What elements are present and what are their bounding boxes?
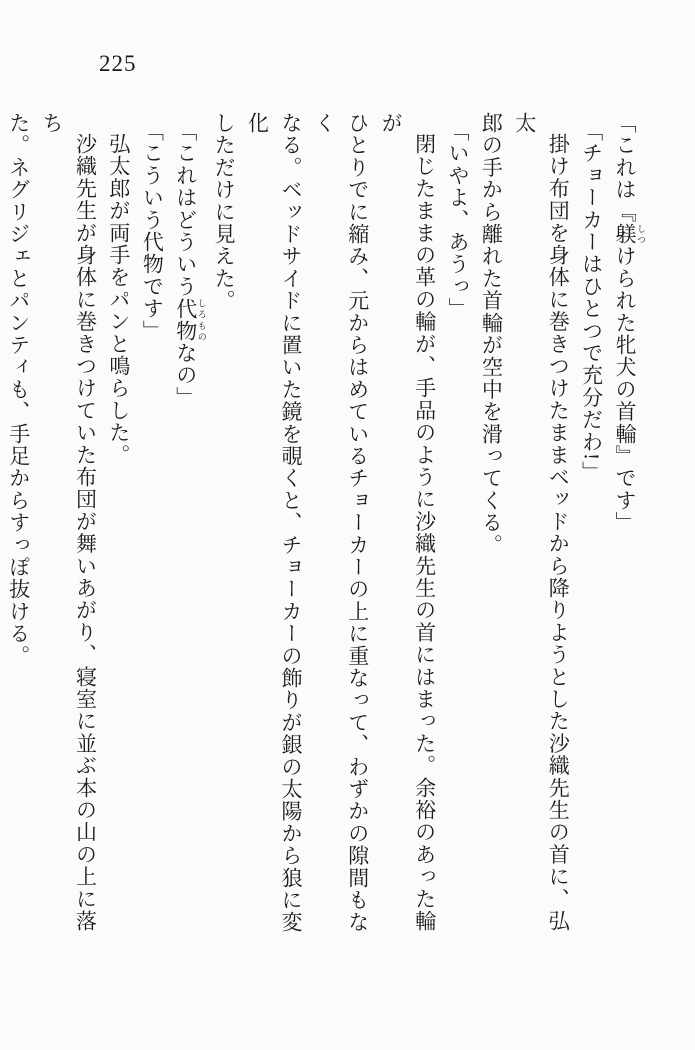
text-line: [0, 112, 1, 954]
text-line: 「こういう代物です」: [140, 120, 165, 342]
text-line: 「チョーカーはひとつで充分だわ!」: [579, 120, 604, 484]
text-line: 掛け布団を身体に巻きつけたままベッドから降りようとした沙織先生の首に、弘太: [512, 112, 571, 933]
text-line: しただけに見えた。: [212, 112, 237, 312]
text-line: 弘太郎が両手をパンと鳴らした。: [106, 133, 131, 466]
ruby-annotated-word: 代物 しろもの: [173, 297, 207, 343]
page-number: 225: [99, 51, 137, 76]
text-line: なる。ベッドサイドに置いた鏡を覗くと、チョーカーの飾りが銀の太陽から狼に変化: [245, 112, 303, 934]
text-line: 沙織先生が身体に巻きつけていた布団が舞いあがり、寝室に並ぶ本の山の上に落ち: [40, 112, 98, 933]
ruby-annotated-word: 躾 しつ: [613, 223, 646, 246]
text-line: た。ネグリジェとパンティも、手足からすっぽ抜ける。: [6, 112, 31, 667]
text-line: 「これはどういう代物 しろものなの」: [173, 120, 207, 409]
text-line: 「いやよ、あうっ」: [445, 120, 470, 320]
text-line: 「これは『躾 しつけられた牝犬の首輪』です」: [613, 112, 646, 534]
text-line: 閉じたままの革の輪が、手品のように沙織先生の首にはまった。余裕のあった輪が: [379, 112, 437, 933]
text-block: [0, 112, 646, 954]
text-line: 郎の手から離れた首輪が空中を滑ってくる。: [479, 112, 504, 556]
text-line: ひとりでに縮み、元からはめているチョーカーの上に重なって、わずかの隙間もなく: [312, 112, 370, 934]
